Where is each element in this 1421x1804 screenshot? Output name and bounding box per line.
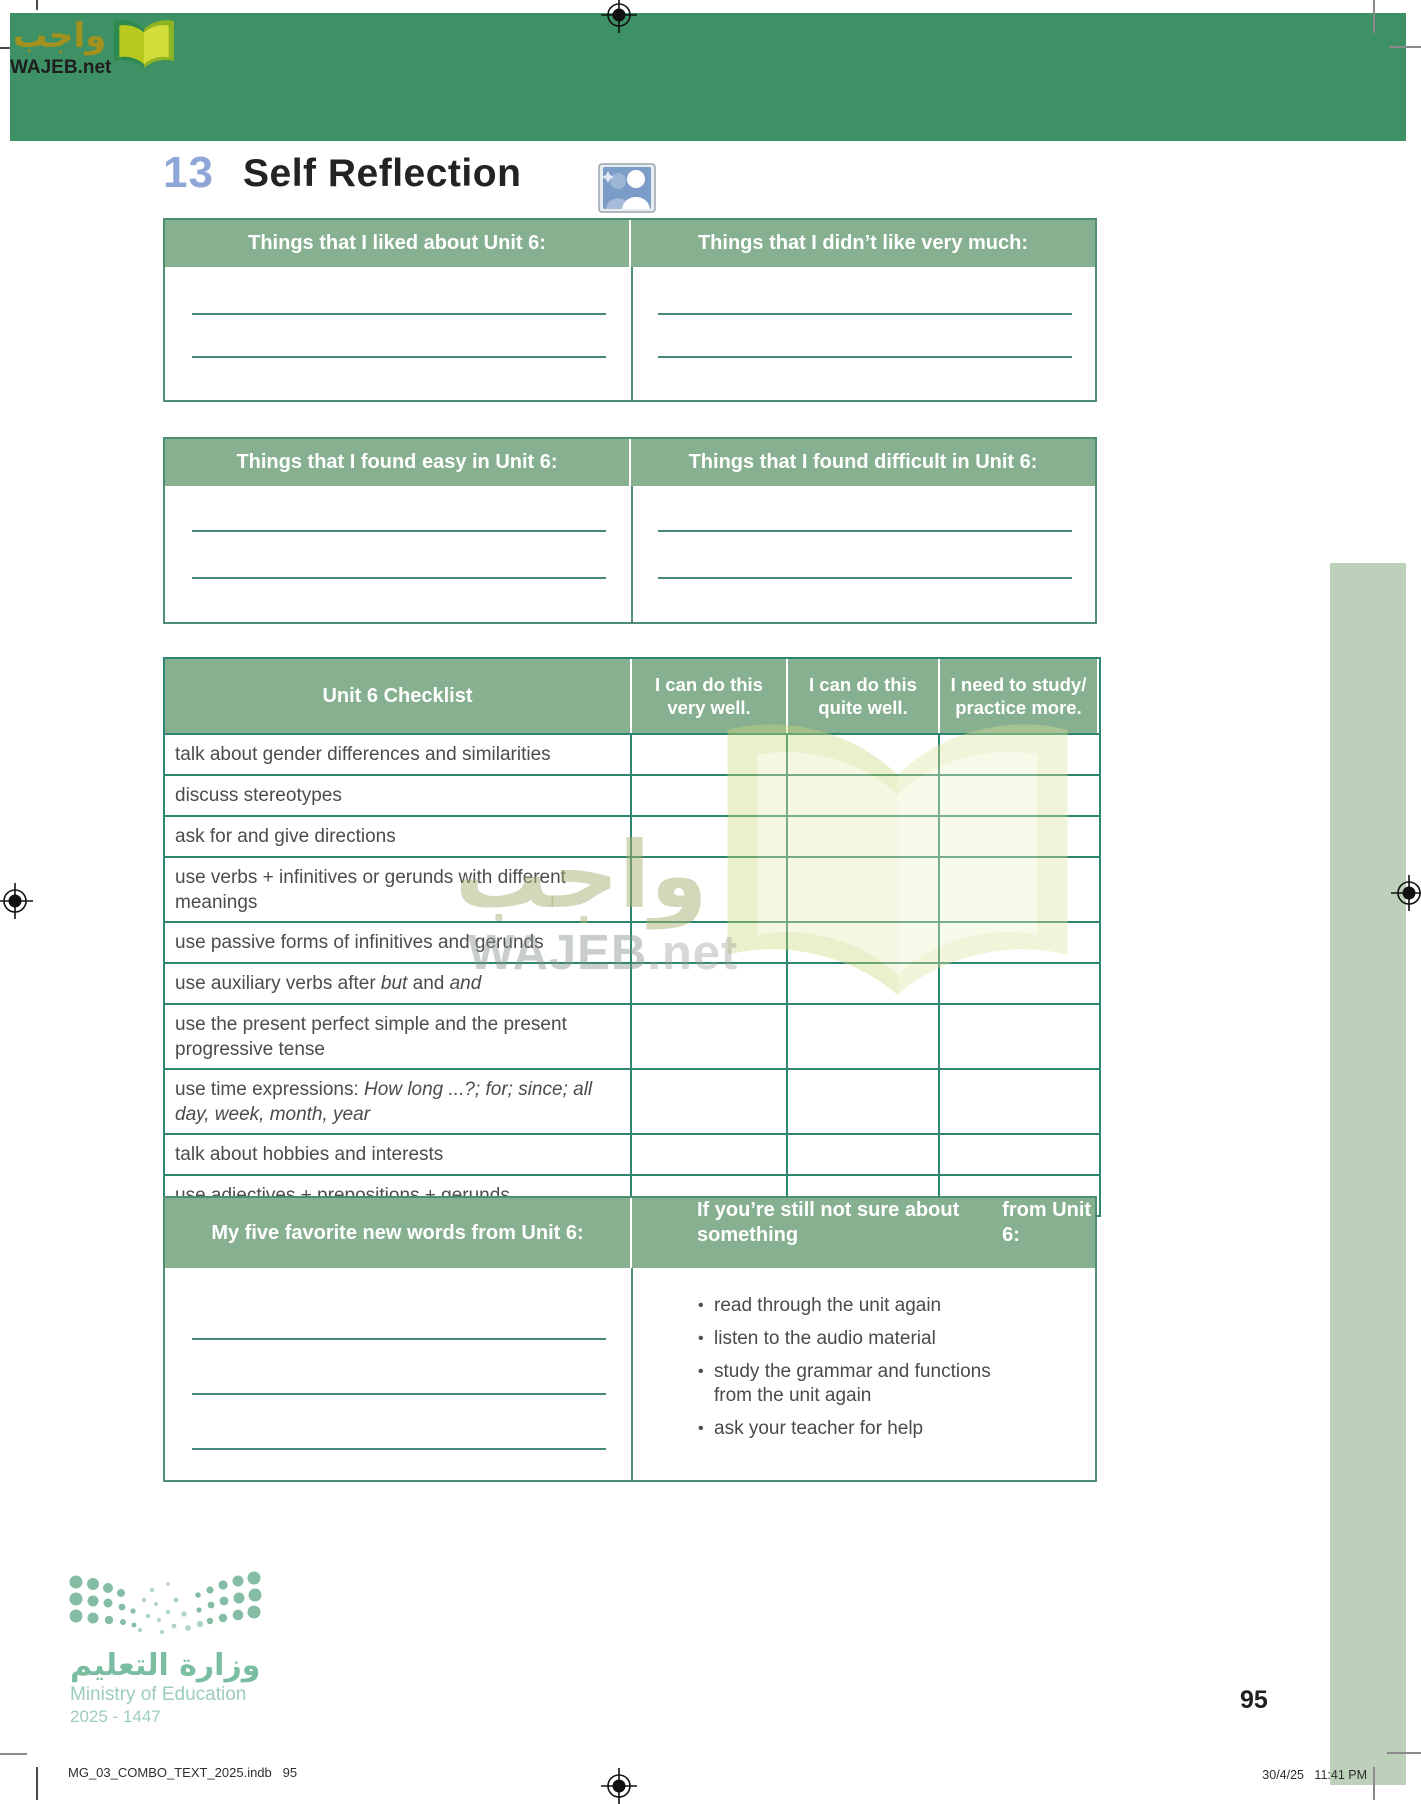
easy-header: Things that I found easy in Unit 6: bbox=[165, 439, 629, 486]
liked-header: Things that I liked about Unit 6: bbox=[165, 220, 629, 267]
write-line[interactable] bbox=[658, 313, 1072, 315]
column-label-line: practice more. bbox=[955, 697, 1082, 718]
registration-mark-left bbox=[0, 883, 33, 919]
wajeb-arabic-wordmark: واجب bbox=[13, 16, 107, 56]
tip-item bbox=[698, 1360, 1028, 1408]
liked-table bbox=[163, 218, 1097, 402]
crop-mark bbox=[36, 1767, 38, 1800]
page-title: Self Reflection bbox=[243, 152, 522, 195]
checklist-row bbox=[165, 1068, 1099, 1133]
checklist-item-label: discuss stereotypes bbox=[175, 785, 342, 806]
write-line[interactable] bbox=[192, 577, 606, 579]
favorite-words-table bbox=[163, 1196, 1097, 1482]
crop-mark bbox=[36, 0, 38, 10]
header-green-bar bbox=[10, 13, 1406, 141]
registration-mark-bottom bbox=[601, 1768, 637, 1804]
crop-mark bbox=[0, 1753, 27, 1755]
checklist-answer-cell[interactable] bbox=[938, 776, 1099, 815]
tip-item bbox=[698, 1294, 1028, 1318]
wajeb-corner-logo bbox=[8, 0, 208, 95]
tip-text: listen to the audio material bbox=[714, 1328, 936, 1349]
favorite-words-header: My five favorite new words from Unit 6: bbox=[165, 1198, 630, 1268]
ministry-logo bbox=[64, 1570, 284, 1730]
checklist-row bbox=[165, 1133, 1099, 1174]
column-label-line: very well. bbox=[667, 697, 751, 718]
checklist-row bbox=[165, 962, 1099, 1003]
checklist-answer-cell[interactable] bbox=[938, 1070, 1099, 1133]
tip-item bbox=[698, 1327, 1028, 1351]
write-line[interactable] bbox=[658, 356, 1072, 358]
checklist-item-label: talk about gender differences and similarities bbox=[175, 744, 551, 765]
column-label-line: I can do this bbox=[809, 674, 917, 695]
crop-mark bbox=[1387, 1752, 1421, 1754]
column-divider bbox=[631, 267, 633, 400]
write-line[interactable] bbox=[192, 313, 606, 315]
checklist-answer-cell[interactable] bbox=[786, 817, 938, 856]
checklist-answer-cell[interactable] bbox=[786, 923, 938, 962]
checklist-answer-cell[interactable] bbox=[786, 1135, 938, 1174]
watermark-suffix: .net bbox=[647, 926, 739, 980]
column-divider bbox=[631, 486, 633, 622]
column-label-line: I need to study/ bbox=[950, 674, 1087, 695]
tip-text: ask your teacher for help bbox=[714, 1418, 924, 1439]
tip-item bbox=[698, 1417, 1028, 1441]
lesson-number: 13 bbox=[163, 148, 214, 197]
checklist-answer-cell[interactable] bbox=[630, 735, 786, 774]
tip-text: read through the unit again bbox=[714, 1295, 942, 1316]
checklist-item-label: use passive forms of infinitives and gerunds bbox=[175, 932, 544, 953]
write-line[interactable] bbox=[192, 1338, 606, 1340]
checklist-item-label: use the present perfect simple and the present progressive tense bbox=[175, 1014, 567, 1060]
ministry-english-name: Ministry of Education bbox=[70, 1684, 247, 1705]
watermark-text: WAJEB bbox=[468, 926, 648, 980]
checklist-answer-cell[interactable] bbox=[938, 735, 1099, 774]
write-line[interactable] bbox=[658, 530, 1072, 532]
page-number: 95 bbox=[1240, 1686, 1268, 1714]
checklist-item-label: use auxiliary verbs after but and and bbox=[175, 973, 482, 994]
difficult-header: Things that I found difficult in Unit 6: bbox=[629, 439, 1095, 486]
watermark-arabic: واجب bbox=[455, 822, 708, 929]
open-book-icon bbox=[100, 3, 188, 87]
footer-file-info: MG_03_COMBO_TEXT_2025.indb 95 bbox=[68, 1765, 298, 1780]
wajeb-net-wordmark: WAJEB.net bbox=[10, 57, 112, 78]
checklist-answer-cell[interactable] bbox=[630, 858, 786, 921]
crop-mark bbox=[1373, 1767, 1375, 1800]
bullet-icon: • bbox=[698, 1363, 704, 1380]
checklist-row bbox=[165, 733, 1099, 774]
checklist-answer-cell[interactable] bbox=[938, 923, 1099, 962]
checklist-item-label: use time expressions: How long ...?; for; since; all day, week, month, year bbox=[175, 1079, 593, 1125]
checklist-answer-cell[interactable] bbox=[786, 964, 938, 1003]
bullet-icon: • bbox=[698, 1330, 704, 1347]
checklist-item-label: ask for and give directions bbox=[175, 826, 396, 847]
registration-mark-right bbox=[1391, 875, 1421, 911]
checklist-answer-cell[interactable] bbox=[938, 858, 1099, 921]
checklist-answer-cell[interactable] bbox=[786, 776, 938, 815]
checklist-answer-cell[interactable] bbox=[786, 1005, 938, 1068]
checklist-answer-cell[interactable] bbox=[630, 964, 786, 1003]
write-line[interactable] bbox=[192, 530, 606, 532]
checklist-row bbox=[165, 815, 1099, 856]
ministry-arabic-name: وزارة التعليم bbox=[70, 1648, 261, 1683]
checklist-header-row bbox=[165, 659, 1099, 733]
not-sure-header bbox=[630, 1198, 1095, 1268]
write-line[interactable] bbox=[192, 1393, 606, 1395]
checklist-answer-cell[interactable] bbox=[630, 923, 786, 962]
disliked-header: Things that I didn’t like very much: bbox=[629, 220, 1095, 267]
footer-datetime: 30/4/25 11:41 PM bbox=[1262, 1768, 1367, 1782]
column-divider bbox=[631, 1268, 633, 1480]
bullet-icon: • bbox=[698, 1420, 704, 1437]
registration-mark-top bbox=[601, 0, 637, 33]
checklist-answer-cell[interactable] bbox=[630, 1135, 786, 1174]
checklist-answer-cell[interactable] bbox=[786, 1070, 938, 1133]
column-quite-well bbox=[786, 659, 938, 733]
checklist-item-label: talk about hobbies and interests bbox=[175, 1144, 444, 1165]
checklist-row bbox=[165, 774, 1099, 815]
header-line: If you’re still not sure about something bbox=[697, 1199, 960, 1246]
checklist-item-label: use verbs + infinitives or gerunds with different meanings bbox=[175, 867, 566, 913]
checklist-row bbox=[165, 921, 1099, 962]
bullet-icon: • bbox=[698, 1297, 704, 1314]
checklist-row bbox=[165, 856, 1099, 921]
crop-mark bbox=[1373, 0, 1375, 33]
checklist-answer-cell[interactable] bbox=[786, 858, 938, 921]
write-line[interactable] bbox=[658, 577, 1072, 579]
checklist-answer-cell[interactable] bbox=[938, 1005, 1099, 1068]
checklist-answer-cell[interactable] bbox=[630, 1070, 786, 1133]
unit-checklist-table bbox=[163, 657, 1101, 1217]
checklist-answer-cell[interactable] bbox=[630, 1005, 786, 1068]
easy-table bbox=[163, 437, 1097, 624]
checklist-answer-cell[interactable] bbox=[938, 817, 1099, 856]
crop-mark bbox=[0, 47, 10, 49]
column-study-more bbox=[938, 659, 1097, 733]
checklist-answer-cell[interactable] bbox=[938, 964, 1099, 1003]
checklist-answer-cell[interactable] bbox=[786, 735, 938, 774]
checklist-body bbox=[165, 733, 1099, 1215]
ministry-years: 2025 - 1447 bbox=[70, 1707, 161, 1726]
person-photo-icon bbox=[598, 163, 656, 213]
checklist-answer-cell[interactable] bbox=[938, 1135, 1099, 1174]
checklist-row bbox=[165, 1003, 1099, 1068]
page-edge-sidebar bbox=[1330, 563, 1406, 1785]
column-very-well bbox=[630, 659, 786, 733]
tip-text: study the grammar and functions from the unit again bbox=[714, 1361, 991, 1406]
checklist-answer-cell[interactable] bbox=[630, 817, 786, 856]
tips-list bbox=[698, 1294, 1058, 1450]
crop-mark bbox=[1389, 46, 1421, 48]
ministry-dots-emblem bbox=[64, 1570, 264, 1642]
write-line[interactable] bbox=[192, 1448, 606, 1450]
checklist-answer-cell[interactable] bbox=[630, 776, 786, 815]
column-label-line: I can do this bbox=[655, 674, 763, 695]
checklist-title: Unit 6 Checklist bbox=[165, 659, 630, 733]
write-line[interactable] bbox=[192, 356, 606, 358]
column-label-line: quite well. bbox=[818, 697, 908, 718]
header-line: from Unit 6: bbox=[1002, 1199, 1092, 1246]
